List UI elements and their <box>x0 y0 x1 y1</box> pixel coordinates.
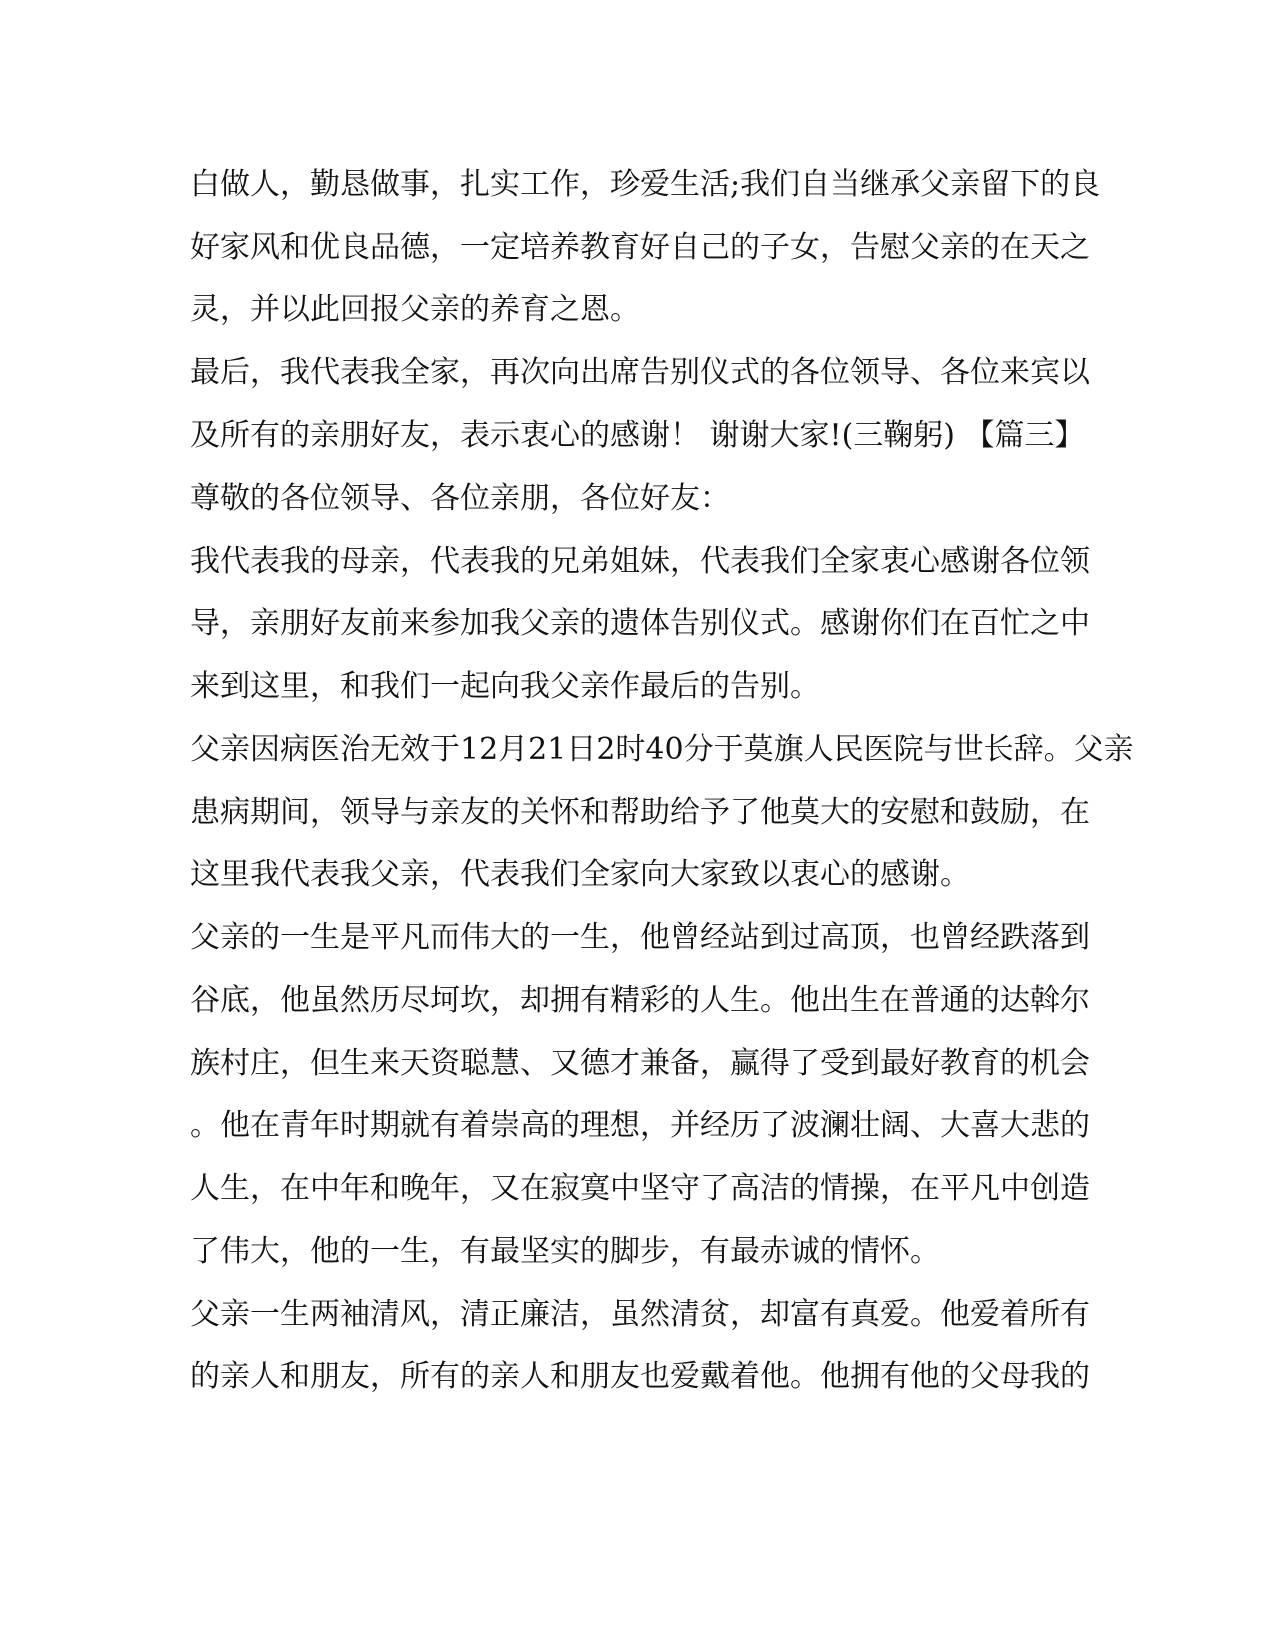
text-line: 人生，在中年和晚年，又在寂寞中坚守了高洁的情操，在平凡中创造 <box>190 1171 1090 1206</box>
text-line: 父亲因病医治无效于12月21日2时40分于莫旗人民医院与世长辞。父亲 <box>190 732 1134 767</box>
text-line: 族村庄，但生来天资聪慧、又德才兼备，赢得了受到最好教育的机会 <box>190 1046 1090 1081</box>
text-line: 了伟大，他的一生，有最坚实的脚步，有最赤诚的情怀。 <box>190 1234 940 1269</box>
text-line: 父亲的一生是平凡而伟大的一生，他曾经站到过高顶，也曾经跌落到 <box>190 920 1090 955</box>
text-line: 来到这里，和我们一起向我父亲作最后的告别。 <box>190 669 820 704</box>
text-line: 患病期间，领导与亲友的关怀和帮助给予了他莫大的安慰和鼓励，在 <box>190 795 1090 830</box>
text-line: 我代表我的母亲，代表我的兄弟姐妹，代表我们全家衷心感谢各位领 <box>190 544 1090 579</box>
text-line: 好家风和优良品德，一定培养教育好自己的子女，告慰父亲的在天之 <box>190 230 1090 265</box>
text-line: 导，亲朋好友前来参加我父亲的遗体告别仪式。感谢你们在百忙之中 <box>190 606 1090 641</box>
text-line: 白做人，勤恳做事，扎实工作，珍爱生活;我们自当继承父亲留下的良 <box>190 167 1101 202</box>
text-line: 父亲一生两袖清风，清正廉洁，虽然清贫，却富有真爱。他爱着所有 <box>190 1297 1090 1332</box>
text-line: 这里我代表我父亲，代表我们全家向大家致以衷心的感谢。 <box>190 857 970 892</box>
text-line: 尊敬的各位领导、各位亲朋，各位好友： <box>190 481 730 516</box>
text-line: 灵，并以此回报父亲的养育之恩。 <box>190 292 640 327</box>
text-line: 。他在青年时期就有着崇高的理想，并经历了波澜壮阔、大喜大悲的 <box>190 1108 1090 1143</box>
text-line: 谷底，他虽然历尽坷坎，却拥有精彩的人生。他出生在普通的达斡尔 <box>190 983 1090 1018</box>
text-line: 最后，我代表我全家，再次向出席告别仪式的各位领导、各位来宾以 <box>190 355 1090 390</box>
text-line: 及所有的亲朋好友，表示衷心的感谢！ 谢谢大家!(三鞠躬) 【篇三】 <box>190 418 1085 453</box>
text-line: 的亲人和朋友，所有的亲人和朋友也爱戴着他。他拥有他的父母我的 <box>190 1359 1090 1394</box>
